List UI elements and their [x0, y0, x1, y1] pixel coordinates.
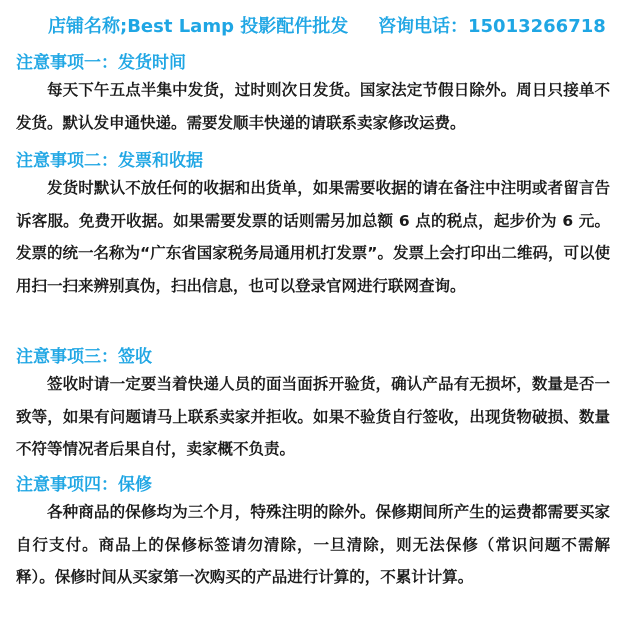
section-title-signing: 注意事项三：签收 [16, 347, 152, 367]
shop-name: 店铺名称;Best Lamp 投影配件批发 [48, 16, 349, 37]
section-body-shipping: 每天下午五点半集中发货，过时则次日发货。国家法定节假日除外。周日只接单不发货。默认发申通快递。需要发顺丰快递的请联系卖家修改运费。 [16, 81, 610, 132]
section-title-shipping: 注意事项一：发货时间 [16, 53, 186, 73]
contact-phone: 咨询电话：15013266718 [378, 16, 606, 37]
section-title-invoice: 注意事项二：发票和收据 [16, 151, 203, 171]
header [0, 12, 620, 40]
section-title-warranty: 注意事项四：保修 [16, 475, 152, 495]
section-body-warranty: 各种商品的保修均为三个月，特殊注明的除外。保修期间所产生的运费都需要买家自行支付。商品上的保修标签请勿清除，一旦清除，则无法保修（常识问题不需解释）。保修时间从买家第一次购买的产品进行计算的，不累计计算。 [16, 503, 610, 587]
section-body-invoice: 发货时默认不放任何的收据和出货单，如果需要收据的请在备注中注明或者留言告诉客服。免费开收据。如果需要发票的话则需另加总额 6 点的税点，起步价为 6 元。发票的统一名称为“广东省国家税务局通用机打发票”。发票上会打印出二维码，可以使用扫一扫来辨别真伪，扫出信息，也可以登录官网进行联网查询。 [16, 179, 610, 295]
section-body-signing: 签收时请一定要当着快递人员的面当面拆开验货，确认产品有无损坏，数量是否一致等，如果有问题请马上联系卖家并拒收。如果不验货自行签收，出现货物破损、数量不符等情况者后果自付，卖家概不负责。 [16, 375, 610, 459]
